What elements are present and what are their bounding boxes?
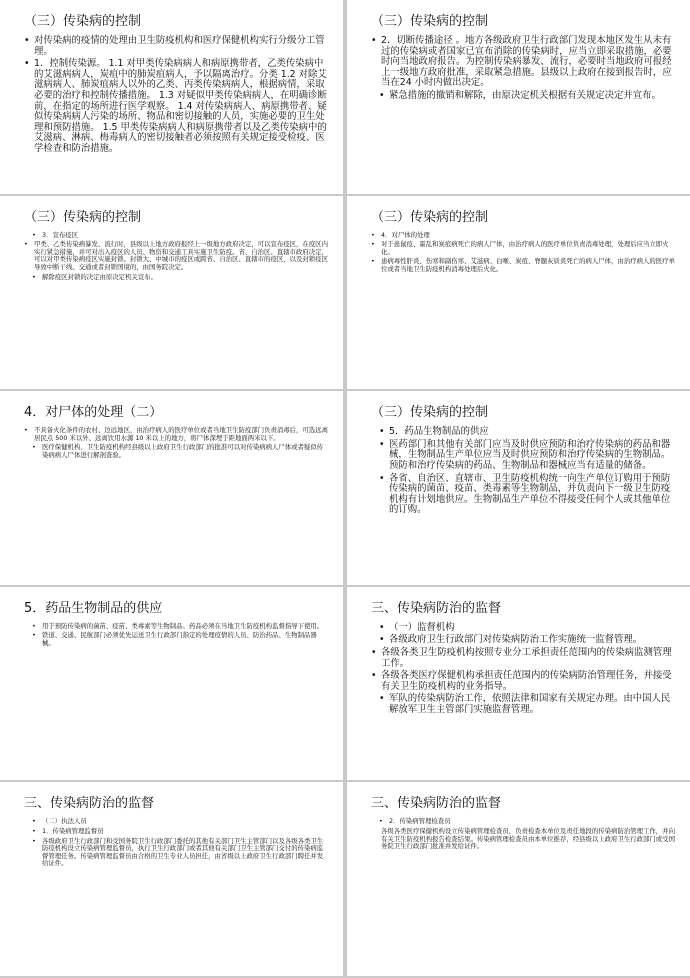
slide-body bbox=[371, 623, 676, 716]
bullet-item: • 铁道、交通、民航部门必须优先运送卫生行政部门指定的处理疫情的人员、防治药品、生物制品器械。 bbox=[24, 632, 329, 647]
slide-title: （三）传染病的控制 bbox=[24, 209, 142, 225]
bullet-item: • 各级政府卫生行政部门对传染病防治工作实施统一监督管理。 bbox=[371, 635, 676, 646]
slide-title: 三、传染病防治的监督 bbox=[371, 796, 502, 812]
bullet-item: • 患病毒性肝炎、伤寒和副伤寒、艾滋病、白喉、炭疽、脊髓灰质炎死亡的病人尸体，由治疗病人的医疗单位或者当地卫生防疫机构消毒处理后火化。 bbox=[371, 258, 676, 273]
slide-9[interactable] bbox=[0, 782, 343, 976]
slide-3[interactable] bbox=[0, 196, 343, 390]
slide-title: （三）传染病的控制 bbox=[371, 209, 489, 225]
slide-body bbox=[371, 232, 676, 274]
bullet-item: • 医药部门和其他有关部门应当及时供应预防和治疗传染病的药品和器械，生物制品生产单位应当及时供应预防和治疗传染病的生物制品。预防和治疗传染病的药品、生物制品和器械应当有适量的储备。 bbox=[371, 440, 676, 472]
slide-body bbox=[24, 818, 329, 868]
bullet-item: • 1．控制传染源。 1.1 对甲类传染病病人和病原携带者，乙类传染病中的艾滋病病人，炭疽中的肺炭疽病人，予以隔离治疗。分类 1.2 对除艾滋病病人、肺炭疽病人以外的乙类、丙类传染病病人，根据病情，采取必要的治疗和控制传播措施。 1.3 对疑似甲类传染病病人，在明确诊断前，在指定的场所进行医学观察。 1.4 对传染病病人、病原携带者、疑似传染病病人污染的场所、物品和密切接触的人员，实施必要的卫生处理和预防措施。 1.5 甲类传染病病人和病原携带者以及乙类传染病中的艾滋病、淋病、梅毒病人的密切接触者必须按照有关规定接受检疫、医学检查和防治措施。 bbox=[24, 59, 329, 154]
slide-10[interactable] bbox=[347, 782, 690, 976]
bullet-item: • 紧急措施的撤销和解除，由原决定机关根据有关规定决定并宣布。 bbox=[371, 91, 676, 102]
slide-1[interactable] bbox=[0, 0, 343, 194]
bullet-item: • （一）监督机构 bbox=[371, 623, 676, 634]
bullet-item: • 医疗保健机构、卫生防疫机构经县级以上政府卫生行政部门的批准可以对传染病病人尸体或者疑似传染病病人尸体进行解剖查验。 bbox=[24, 444, 329, 459]
bullet-item: • 各级政府卫生行政部门和受国务院卫生行政部门委托的其他有关部门卫生主管部门以及各级各类卫生防疫机构设立传染病管理监督员，执行卫生行政部门或者其他有关部门卫生主管部门交付的传染病监督管理任务。传染病管理监督员由合格的卫生专业人员担任，由省级以上政府卫生行政部门聘任并发给证件。 bbox=[24, 838, 329, 868]
bullet-item: • 对传染病的疫情的处理由卫生防疫机构和医疗保健机构实行分级分工管理。 bbox=[24, 36, 329, 57]
slide-7[interactable] bbox=[0, 587, 343, 781]
slide-title: （三）传染病的控制 bbox=[24, 14, 142, 29]
bullet-item: • 5．药品生物制品的供应 bbox=[371, 427, 676, 438]
slide-title: 三、传染病防治的监督 bbox=[371, 600, 502, 616]
slide-title: 4．对尸体的处理（二） bbox=[24, 405, 163, 421]
slide-4[interactable] bbox=[347, 196, 690, 390]
slide-8[interactable] bbox=[347, 587, 690, 781]
bullet-item: • 各省、自治区、直辖市、卫生防疫机构统一向生产单位订购用于预防传染病的菌苗、疫苗、类毒素等生物制品，并负责向下一级卫生防疫机构有计划地供应。生物制品生产单位不得接受任何个人或其他单位的订购。 bbox=[371, 474, 676, 516]
slide-body bbox=[24, 623, 329, 648]
bullet-item: • 2．传染病管理检查员 bbox=[371, 818, 676, 826]
slide-body bbox=[371, 36, 676, 102]
slide-title: （三）传染病的控制 bbox=[371, 14, 489, 29]
bullet-item: • 1．传染病管理监督员 bbox=[24, 828, 329, 836]
slide-body bbox=[24, 36, 329, 155]
slide-title: （三）传染病的控制 bbox=[371, 405, 489, 421]
slide-title: 5．药品生物制品的供应 bbox=[24, 600, 163, 616]
bullet-item: • 2．切断传播途径 。地方各级政府卫生行政部门发现本地区发生从未有过的传染病或者国家已宣布消除的传染病时，应当立即采取措施，必要时向当地政府报告。为控制传染病暴发、流行，必要时当地政府可报经上一级地方政府批准，采取紧急措施。县级以上政府在接到报告时，应当在24 小时内做出决定。 bbox=[371, 36, 676, 89]
bullet-item: • 用于预防传染病的菌苗、疫苗、类毒素等生物制品、药品必须在当地卫生防疫机构监督指导下使用。 bbox=[24, 623, 329, 631]
bullet-item: • （二）执法人员 bbox=[24, 818, 329, 826]
bullet-item: • 军队的传染病防治工作，依照法律和国家有关规定办理。由中国人民解放军卫生主管部门实施监督管理。 bbox=[371, 694, 676, 715]
bullet-item: • 不具备火化条件的农村、边远地区，由治疗病人的医疗单位或者当地卫生防疫部门负责消毒后，可选远离居民点 500 米以外、远离饮用水源 10 米以上的地方，将尸体深埋于距地面两米以下。 bbox=[24, 427, 329, 442]
slide-title: 三、传染病防治的监督 bbox=[24, 796, 155, 812]
bullet-item: • 解除疫区封锁的决定由原决定机关宣布。 bbox=[24, 274, 329, 282]
slide-body bbox=[24, 427, 329, 459]
bullet-item: • 3．宣布疫区 bbox=[24, 232, 329, 240]
slide-body bbox=[371, 818, 676, 850]
bullet-item: • 各级各类医疗保健机构承担责任范围内的传染病防治管理任务，并接受有关卫生防疫机构的业务指导。 bbox=[371, 671, 676, 692]
slide-body bbox=[24, 232, 329, 282]
slide-6[interactable] bbox=[347, 391, 690, 585]
slide-2[interactable] bbox=[347, 0, 690, 194]
slide-body bbox=[371, 427, 676, 516]
bullet-item: • 对于患鼠疫、霍乱和炭疽病死亡的病人尸体，由治疗病人的医疗单位负责消毒处理，处理后应当立即火化。 bbox=[371, 241, 676, 256]
slide-5[interactable] bbox=[0, 391, 343, 585]
bullet-item: • 各级各类卫生防疫机构按照专业分工承担责任范围内的传染病监测管理工作。 bbox=[371, 648, 676, 669]
bullet-item: • 4．对尸体的处理 bbox=[371, 232, 676, 240]
bullet-item: 各级各类医疗保健机构设立传染病管理检查员，负责检查本单位及责任地段的传染病防治管理工作，并向有关卫生防疫机构报告检查结果。传染病管理检查员由本单位推荐，经县级以上政府卫生行政部门或受国务院卫生行政部门批准并发给证件。 bbox=[381, 826, 675, 851]
bullet-item: • 甲类、乙类传染病暴发、流行时，县级以上地方政府报经上一级地方政府决定，可以宣布疫区，在疫区内实行紧急措施，并可对出入疫区的人员、物资和交通工具实施卫生防疫。省、自治区、直辖市政府决定，可以对甲类传染病疫区实施封锁。封锁大、中城市的疫区或跨省、自治区、直辖市的疫区，以及封锁疫区导致中断干线、交通或者封锁国境的，由国务院决定。 bbox=[24, 241, 329, 271]
